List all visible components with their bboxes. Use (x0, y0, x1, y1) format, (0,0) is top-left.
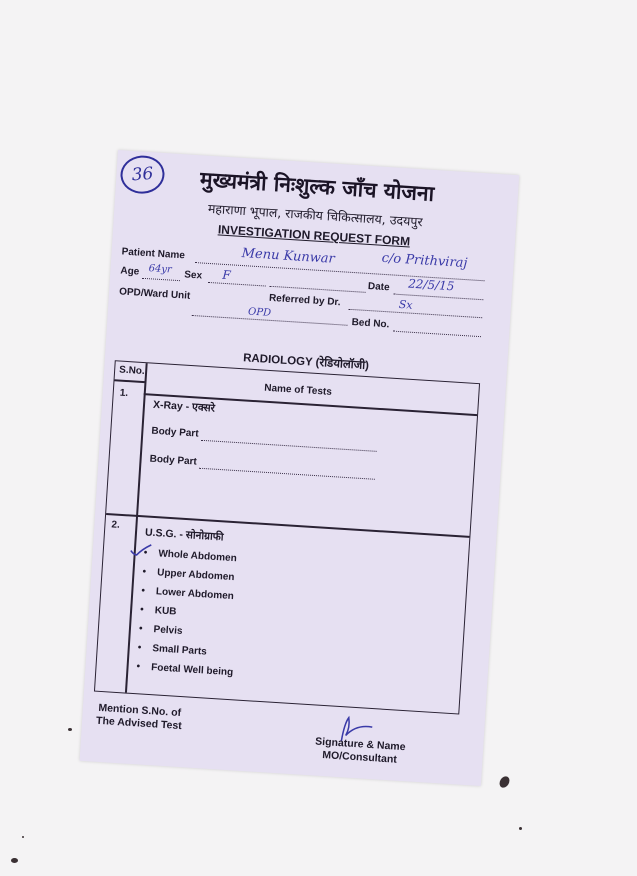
mention-note: Mention S.No. of The Advised Test (95, 701, 183, 733)
investigation-request-form (80, 150, 520, 786)
age-value: 64yr (148, 263, 173, 276)
xray-sno: 1. (119, 387, 129, 400)
form-title: INVESTIGATION REQUEST FORM (217, 222, 411, 249)
date-value: 22/5/15 (407, 276, 455, 294)
usg-title: U.S.G. - सोनोग्राफी (144, 526, 224, 544)
col-name-header: Name of Tests (263, 382, 333, 398)
usg-item-small-parts: • Small Parts (137, 642, 208, 658)
referred-by-label: Referred by Dr. (268, 292, 341, 309)
xray-title: X-Ray - एक्सरे (152, 398, 216, 415)
bed-line (393, 331, 481, 338)
tests-table (94, 360, 480, 714)
opd-value: OPD (247, 306, 272, 319)
usg-item-kub: • KUB (139, 604, 177, 618)
col-sno-header: S.No. (118, 364, 146, 378)
sex-value: F (221, 267, 232, 283)
patient-name-value: Menu Kunwar (241, 245, 336, 267)
usg-item-upper-abdomen: • Upper Abdomen (142, 566, 235, 584)
usg-sno: 2. (111, 519, 121, 531)
xray-body-part-2-line (199, 468, 375, 480)
bed-label: Bed No. (351, 317, 390, 331)
dust-speck (519, 827, 522, 830)
hospital-name: महाराणा भूपाल, राजकीय चिकित्सालय, उदयपुर (207, 200, 424, 230)
dust-speck (68, 728, 72, 731)
dust-speck (498, 775, 512, 790)
serial-number: 36 (130, 163, 155, 186)
dust-speck (11, 858, 18, 863)
scheme-title: मुख्यमंत्री निःशुल्क जाँच योजना (199, 167, 435, 206)
date-label: Date (367, 280, 390, 294)
sex-label: Sex (183, 269, 203, 282)
age-line (142, 278, 180, 281)
xray-body-part-1-label: Body Part (151, 425, 199, 440)
section-title: RADIOLOGY (रेडियोलॉजी) (242, 352, 370, 373)
xray-body-part-2-label: Body Part (149, 453, 198, 468)
usg-item-foetal-well-being: • Foetal Well being (136, 661, 234, 679)
usg-item-lower-abdomen: • Lower Abdomen (141, 585, 235, 603)
signature-block: Signature & Name MO/Consultant (314, 735, 406, 766)
usg-item-whole-abdomen: • Whole Abdomen (143, 547, 238, 565)
opd-label: OPD/Ward Unit (118, 286, 191, 302)
xray-body-part-1-line (201, 440, 377, 452)
sex-line (208, 282, 266, 287)
referred-by-line (348, 309, 482, 318)
name-continuation-line (270, 286, 366, 293)
age-label: Age (120, 265, 140, 278)
dust-speck (22, 836, 24, 838)
table-header-divider-left (115, 379, 145, 382)
patient-name-note: c/o Prithviraj (381, 250, 468, 272)
referred-by-value: Sx (398, 297, 413, 312)
patient-name-label: Patient Name (121, 246, 186, 262)
usg-item-pelvis: • Pelvis (138, 623, 183, 637)
